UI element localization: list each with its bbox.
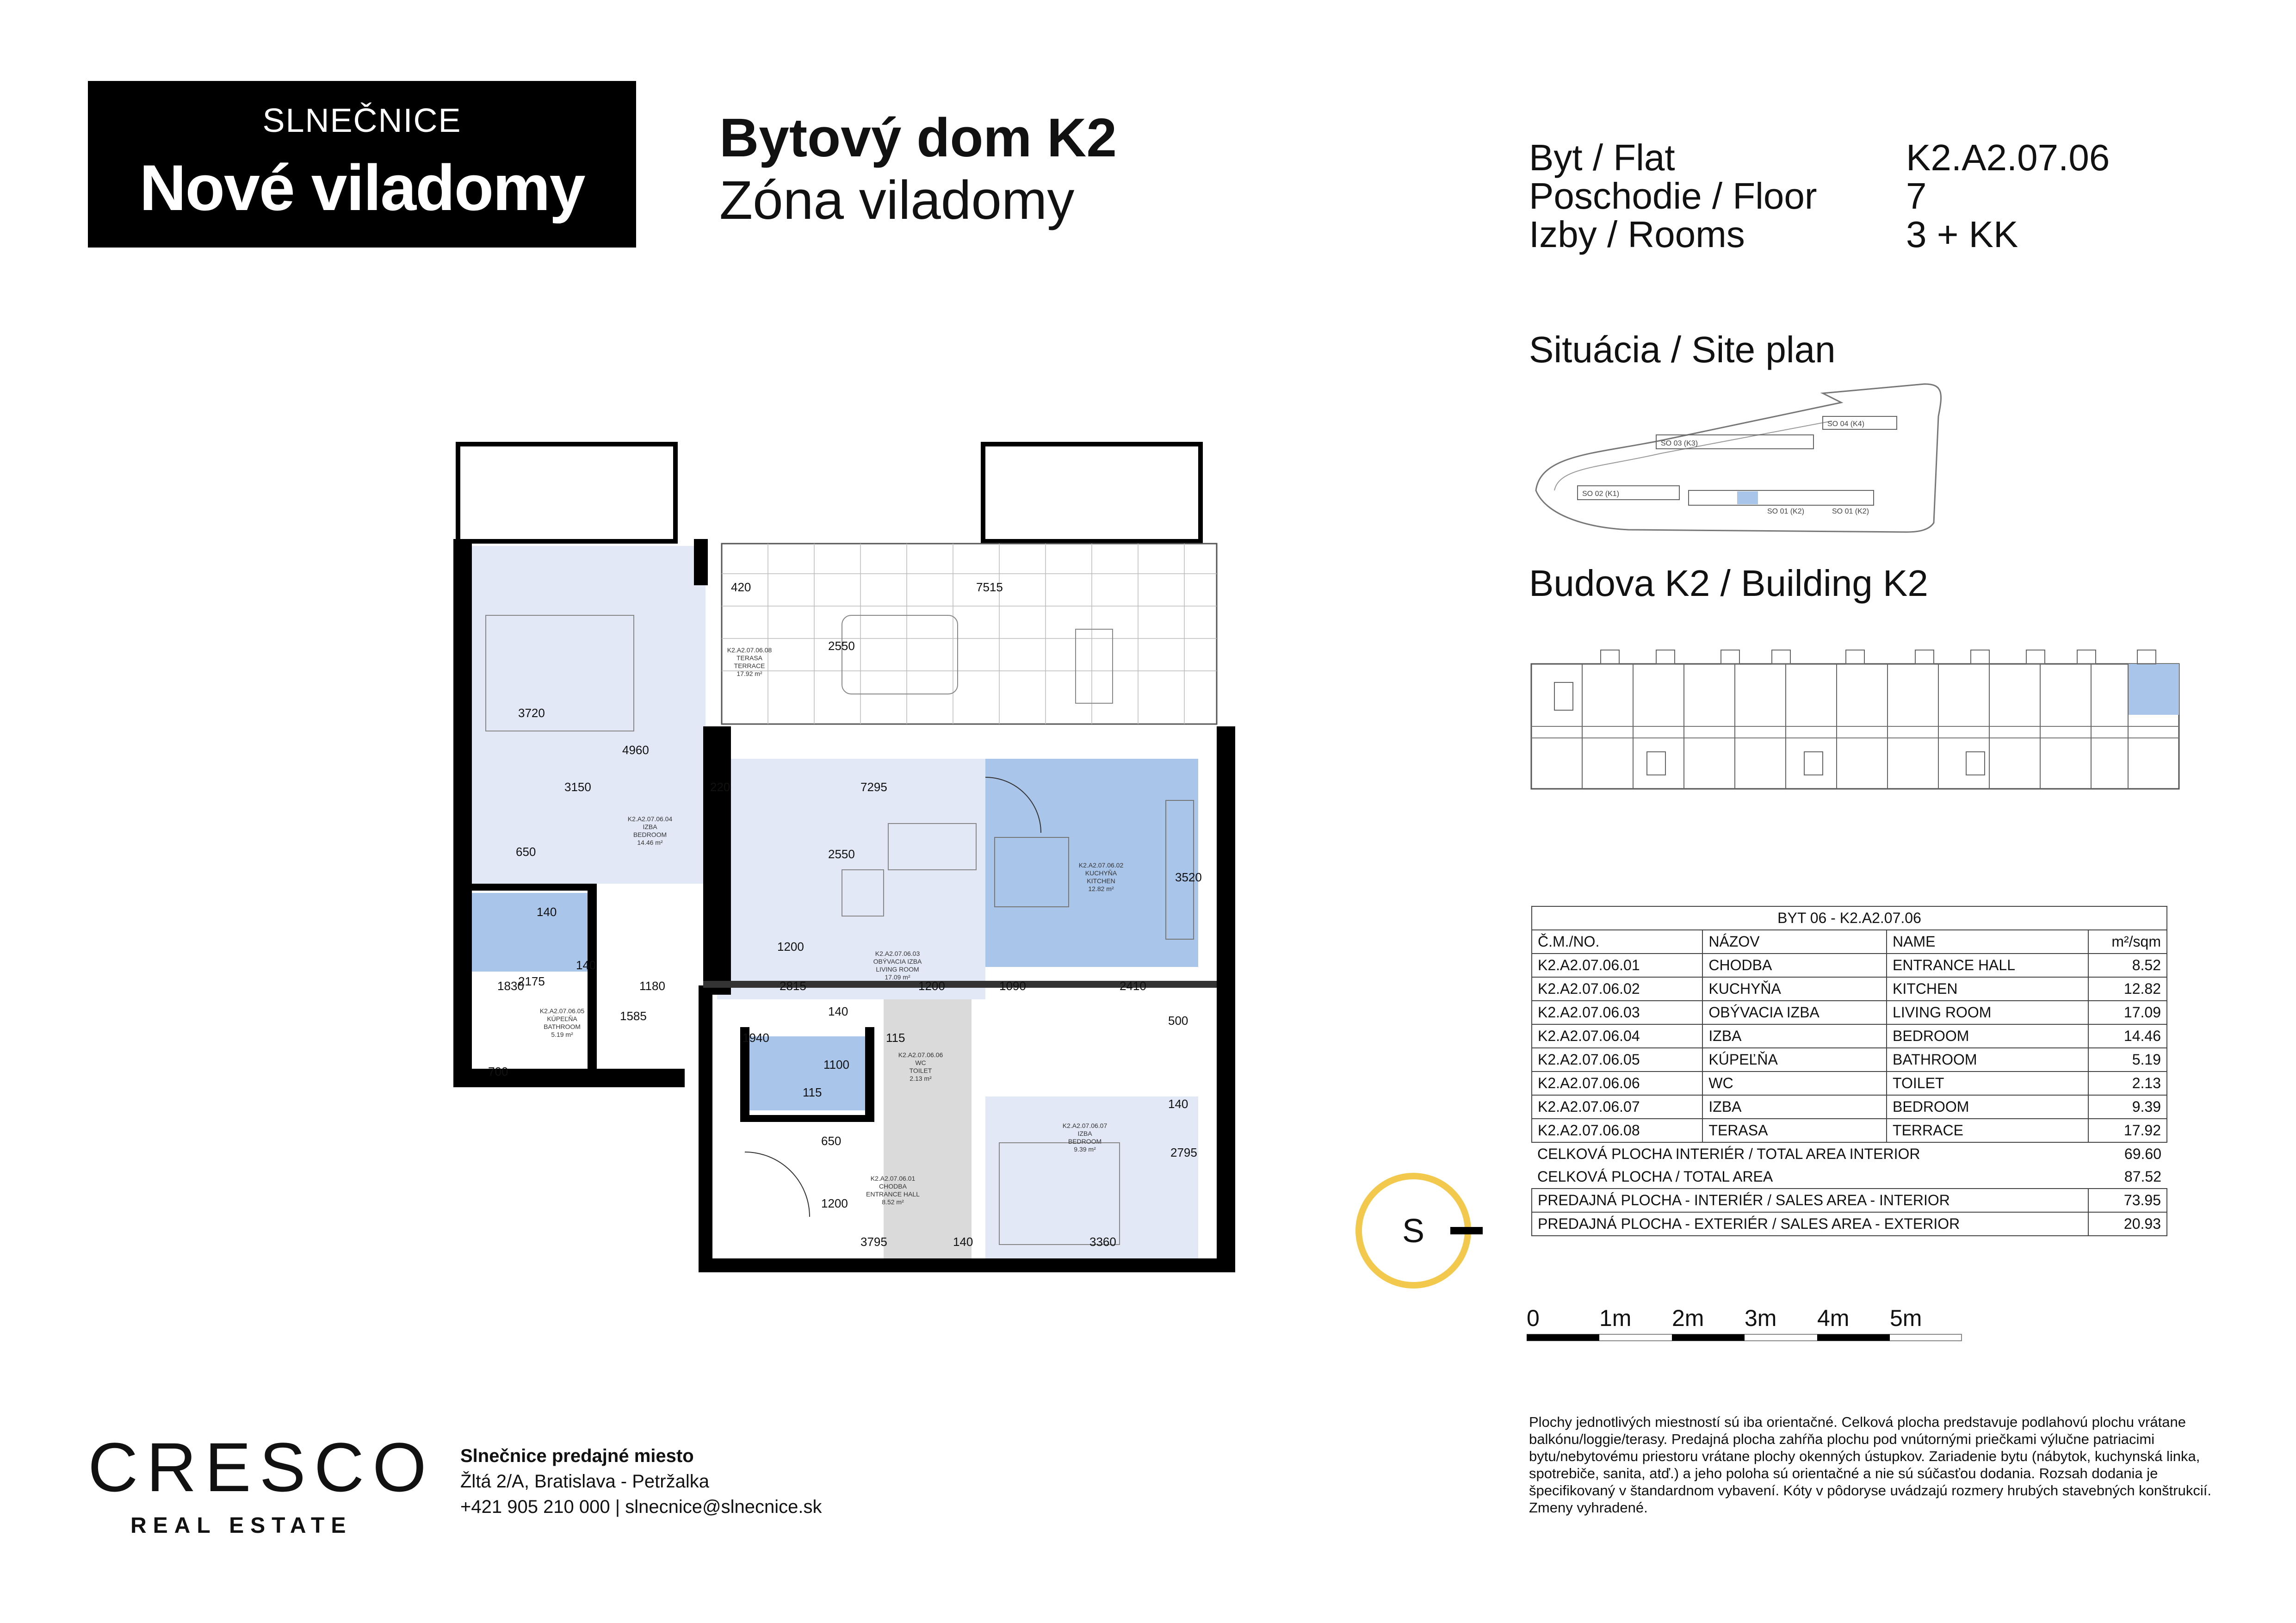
svg-text:140: 140 — [576, 958, 596, 972]
svg-text:140: 140 — [828, 1004, 848, 1018]
compass-letter: S — [1402, 1213, 1425, 1250]
svg-text:140: 140 — [953, 1235, 973, 1249]
svg-text:650: 650 — [821, 1134, 842, 1148]
svg-text:115: 115 — [886, 1031, 905, 1045]
svg-text:3720: 3720 — [518, 706, 545, 720]
svg-text:7295: 7295 — [860, 780, 887, 794]
svg-text:9.39 m²: 9.39 m² — [1074, 1146, 1096, 1153]
svg-text:3795: 3795 — [860, 1235, 887, 1249]
svg-text:2410: 2410 — [1120, 979, 1146, 993]
svg-text:2550: 2550 — [828, 847, 855, 861]
table-header: NÁZOV — [1702, 930, 1887, 954]
svg-text:BEDROOM: BEDROOM — [1068, 1138, 1102, 1145]
svg-text:2.13 m²: 2.13 m² — [910, 1075, 932, 1082]
table-row: K2.A2.07.06.08 TERASA TERRACE 17.92 — [1532, 1119, 2167, 1142]
room-label-bathroom — [540, 1007, 585, 1038]
site-plan-map — [1527, 375, 1989, 541]
scale-label: 2m — [1672, 1305, 1704, 1331]
svg-text:WC: WC — [915, 1059, 926, 1066]
building-plan-strip — [1527, 645, 2184, 812]
svg-text:3150: 3150 — [564, 780, 591, 794]
table-row: K2.A2.07.06.03 OBÝVACIA IZBA LIVING ROOM 17.09 — [1532, 1001, 2167, 1024]
svg-text:1100: 1100 — [823, 1058, 849, 1072]
svg-text:115: 115 — [803, 1085, 822, 1099]
floor-label: Poschodie / Floor — [1529, 175, 1817, 217]
svg-text:1090: 1090 — [999, 979, 1026, 993]
scale-label: 3m — [1745, 1305, 1777, 1331]
svg-text:1180: 1180 — [639, 979, 665, 993]
svg-text:420: 420 — [731, 580, 751, 594]
svg-text:K2.A2.07.06.03: K2.A2.07.06.03 — [875, 950, 920, 957]
svg-text:K2.A2.07.06.02: K2.A2.07.06.02 — [1078, 861, 1124, 869]
total-row: CELKOVÁ PLOCHA INTERIÉR / TOTAL AREA INTERIOR 69.60 — [1537, 1146, 2161, 1162]
rooms-label: Izby / Rooms — [1529, 214, 1745, 255]
svg-text:TERRACE: TERRACE — [734, 662, 765, 669]
svg-text:1830: 1830 — [497, 979, 524, 993]
table-row: K2.A2.07.06.07 IZBA BEDROOM 9.39 — [1532, 1095, 2167, 1119]
svg-text:2815: 2815 — [780, 979, 806, 993]
svg-text:700: 700 — [488, 1065, 508, 1078]
svg-text:8.52 m²: 8.52 m² — [882, 1198, 904, 1206]
svg-text:3520: 3520 — [1175, 870, 1202, 884]
scale-bar — [1527, 1332, 1971, 1346]
svg-text:KUCHYŇA: KUCHYŇA — [1085, 869, 1117, 877]
svg-text:650: 650 — [516, 845, 536, 859]
svg-text:K2.A2.07.06.07: K2.A2.07.06.07 — [1062, 1122, 1108, 1129]
svg-text:ENTRANCE HALL: ENTRANCE HALL — [866, 1190, 920, 1198]
svg-text:17.92 m²: 17.92 m² — [736, 670, 762, 677]
svg-text:BATHROOM: BATHROOM — [544, 1023, 581, 1030]
disclaimer: Plochy jednotlivých miestností sú iba orientačné. Celková plocha predstavuje podlahovú plochu vrátane balkónu/loggie/terasy. Predajná plocha zahŕňa plochu pod vnútornými priečkami výlučne patriacimi bytu/nebytovému priestoru vrátane plochy okenných ústupkov. Zariadenie bytu (nábytok, kuchynská linka, spotrebiče, sanita, atď.) a jeho poloha sú orientačné a nie sú súčasťou dodania. Rozsah dodania je špecifikovaný v štandardnom vybavení. Kóty v pôdoryse uvádzajú rozmery hrubých stavebných konštrukcií. Zmeny vyhradené. — [1529, 1414, 2211, 1516]
svg-text:LIVING ROOM: LIVING ROOM — [876, 966, 919, 973]
svg-text:IZBA: IZBA — [1077, 1130, 1092, 1137]
scale-label: 5m — [1890, 1305, 1922, 1331]
table-header: NAME — [1887, 930, 2088, 954]
svg-text:K2.A2.07.06.05: K2.A2.07.06.05 — [539, 1007, 585, 1015]
svg-text:140: 140 — [537, 905, 557, 919]
site-plan-heading: Situácia / Site plan — [1529, 329, 1836, 370]
room-label-terrace — [727, 646, 772, 677]
brand-top: SLNEČNICE — [262, 102, 462, 139]
svg-text:TOILET: TOILET — [909, 1067, 932, 1074]
svg-text:2175: 2175 — [518, 974, 545, 988]
company-logo-sub: REAL ESTATE — [130, 1513, 353, 1538]
svg-text:14.46 m²: 14.46 m² — [637, 839, 663, 846]
rooms-value: 3 + KK — [1906, 214, 2018, 255]
svg-text:12.82 m²: 12.82 m² — [1088, 885, 1114, 892]
table-row: K2.A2.07.06.02 KUCHYŇA KITCHEN 12.82 — [1532, 977, 2167, 1001]
site-label-so01a: SO 01 (K2) — [1767, 508, 1805, 515]
brand-logo — [88, 81, 636, 248]
svg-text:IZBA: IZBA — [643, 823, 657, 830]
zone-title: Zóna viladomy — [719, 170, 1075, 231]
svg-text:OBÝVACIA IZBA: OBÝVACIA IZBA — [873, 958, 922, 965]
svg-text:K2.A2.07.06.01: K2.A2.07.06.01 — [870, 1175, 916, 1182]
table-row: K2.A2.07.06.01 CHODBA ENTRANCE HALL 8.52 — [1532, 954, 2167, 977]
building-plan-heading: Budova K2 / Building K2 — [1529, 563, 1928, 604]
svg-text:140: 140 — [1168, 1097, 1188, 1111]
svg-text:3360: 3360 — [1089, 1235, 1116, 1249]
svg-text:1940: 1940 — [743, 1031, 769, 1045]
scale-label: 1m — [1599, 1305, 1632, 1331]
scale-label: 0 — [1527, 1305, 1540, 1331]
svg-text:1585: 1585 — [620, 1009, 647, 1023]
svg-text:KITCHEN: KITCHEN — [1087, 877, 1115, 885]
brand-main: Nové viladomy — [139, 151, 585, 224]
svg-text:220: 220 — [710, 780, 730, 794]
svg-text:K2.A2.07.06.06: K2.A2.07.06.06 — [898, 1051, 943, 1059]
svg-text:2550: 2550 — [828, 639, 855, 653]
svg-text:1200: 1200 — [821, 1196, 848, 1210]
table-row: K2.A2.07.06.04 IZBA BEDROOM 14.46 — [1532, 1024, 2167, 1048]
floor-plan — [444, 430, 1277, 1277]
total-row: PREDAJNÁ PLOCHA - INTERIÉR / SALES AREA - INTERIOR 73.95 — [1532, 1189, 2167, 1212]
total-row: PREDAJNÁ PLOCHA - EXTERIÉR / SALES AREA - EXTERIOR 20.93 — [1532, 1212, 2167, 1236]
table-header: Č.M./NO. — [1532, 930, 1702, 954]
svg-text:K2.A2.07.06.08: K2.A2.07.06.08 — [727, 646, 772, 654]
contact-address: Žltá 2/A, Bratislava - Petržalka — [460, 1471, 709, 1492]
contact-title: Slnečnice predajné miesto — [460, 1446, 694, 1466]
floor-value: 7 — [1906, 175, 1927, 217]
svg-text:KÚPEĽŇA: KÚPEĽŇA — [547, 1015, 577, 1022]
svg-text:TERASA: TERASA — [736, 654, 763, 662]
svg-text:CHODBA: CHODBA — [879, 1183, 907, 1190]
company-logo: CRESCO — [88, 1428, 435, 1506]
svg-text:500: 500 — [1168, 1014, 1188, 1028]
table-row: K2.A2.07.06.06 WC TOILET 2.13 — [1532, 1072, 2167, 1095]
svg-text:BEDROOM: BEDROOM — [633, 831, 667, 838]
site-label-so01b: SO 01 (K2) — [1832, 508, 1869, 515]
contact-phone-email: +421 905 210 000 | slnecnice@slnecnice.sk — [460, 1497, 822, 1517]
orientation-compass — [1349, 1161, 1497, 1300]
svg-text:1200: 1200 — [918, 979, 945, 993]
total-row: CELKOVÁ PLOCHA / TOTAL AREA 87.52 — [1532, 1165, 2167, 1189]
svg-text:4960: 4960 — [622, 743, 649, 757]
svg-text:7515: 7515 — [976, 580, 1003, 594]
site-label-so04: SO 04 (K4) — [1827, 420, 1865, 428]
site-label-so03: SO 03 (K3) — [1661, 440, 1698, 447]
building-title: Bytový dom K2 — [719, 107, 1117, 168]
site-label-so02: SO 02 (K1) — [1582, 490, 1620, 498]
flat-value: K2.A2.07.06 — [1906, 137, 2110, 178]
table-row: K2.A2.07.06.05 KÚPEĽŇA BATHROOM 5.19 — [1532, 1048, 2167, 1072]
svg-text:1200: 1200 — [777, 940, 804, 954]
scale-label: 4m — [1817, 1305, 1850, 1331]
svg-text:2795: 2795 — [1170, 1146, 1197, 1159]
svg-text:17.09 m²: 17.09 m² — [885, 973, 910, 981]
svg-text:5.19 m²: 5.19 m² — [551, 1031, 573, 1038]
svg-text:K2.A2.07.06.04: K2.A2.07.06.04 — [627, 815, 673, 823]
table-title: BYT 06 - K2.A2.07.06 — [1532, 906, 2167, 930]
table-header: m²/sqm — [2088, 930, 2167, 954]
room-table — [1531, 906, 2167, 1236]
flat-label: Byt / Flat — [1529, 137, 1675, 178]
